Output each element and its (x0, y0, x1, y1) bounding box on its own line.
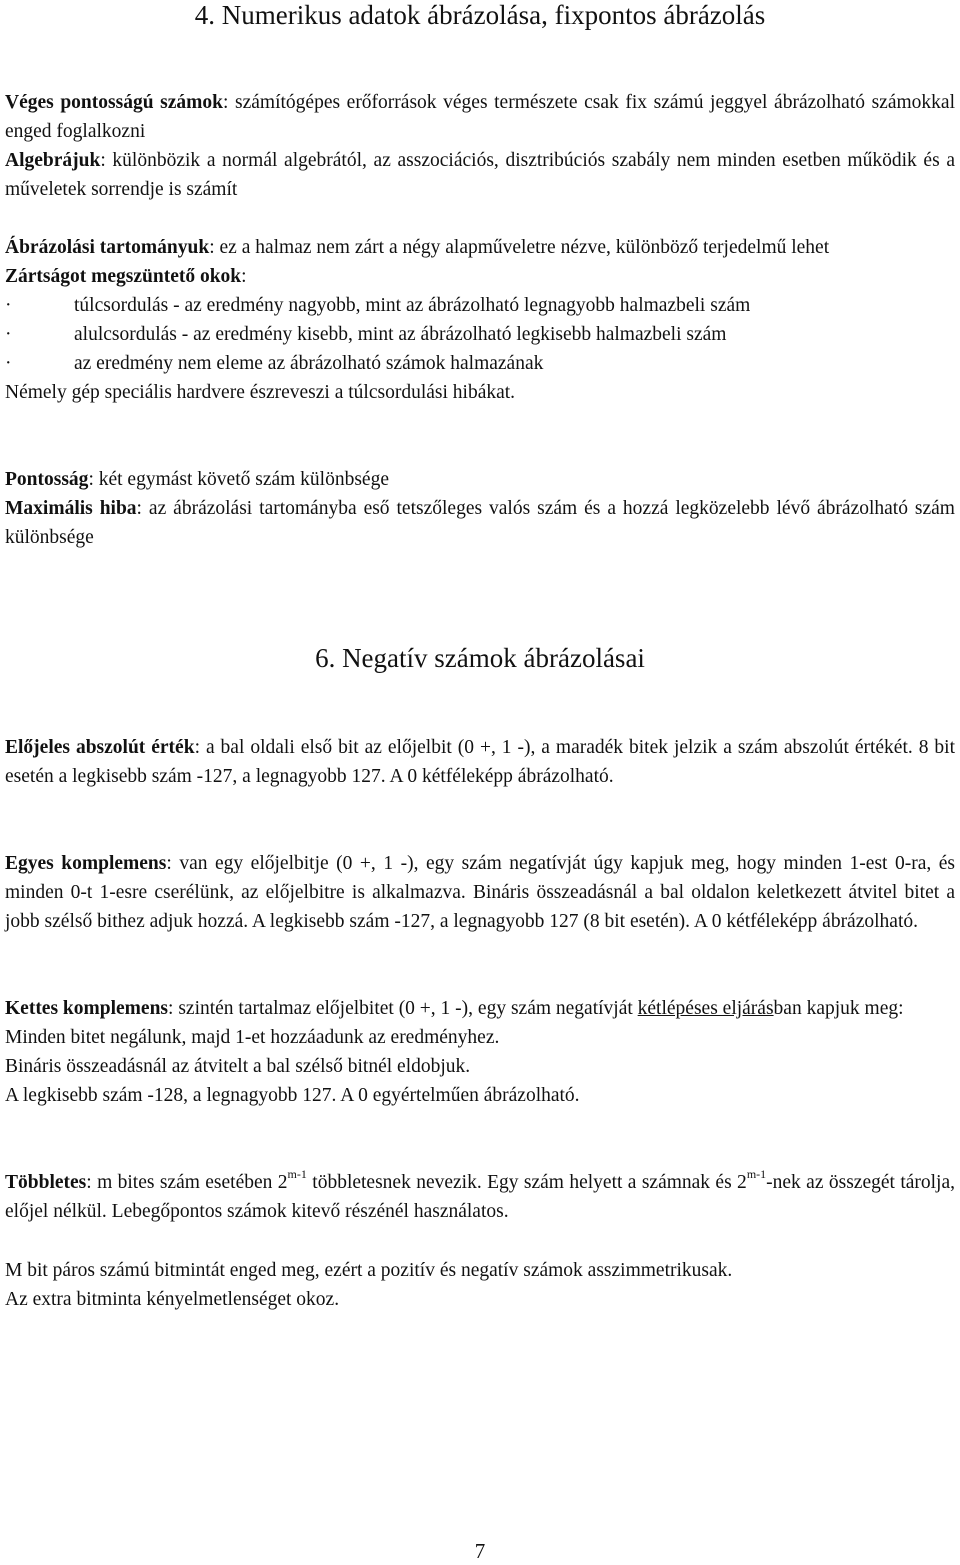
precision-paragraph (5, 465, 955, 494)
term-kettes: Kettes komplemens (5, 998, 169, 1019)
section-6-title: 6. Negatív számok ábrázolásai (315, 643, 645, 673)
text-tobbletes-b: többletesnek nevezik. Egy szám helyett a számnak és 2 (306, 1172, 747, 1193)
page-number: 7 (474, 1539, 486, 1563)
term-elojeles: Előjeles abszolút érték (5, 737, 195, 758)
sign-magnitude-block (5, 733, 955, 791)
twos-complement-block (5, 994, 955, 1110)
term-maxhiba: Maximális hiba (5, 498, 137, 519)
twos-line-3: A legkisebb szám -128, a legnagyobb 127. A 0 egyértelműen ábrázolható. (5, 1085, 580, 1106)
excess-paragraph (5, 1168, 955, 1226)
superscript-m-1: m-1 (746, 1166, 767, 1181)
finite-precision-block (5, 88, 955, 204)
max-error-paragraph (5, 494, 955, 552)
text-abrazolasi: : ez a halmaz nem zárt a négy alapműveletre nézve, különböző terjedelmű lehet (209, 237, 830, 258)
term-pontossag: Pontosság (5, 469, 89, 490)
closure-colon: : (241, 266, 247, 287)
hardware-note: Némely gép speciális hardvere észreveszi a túlcsordulási hibákat. (5, 382, 516, 403)
twos-line-1: Minden bitet negálunk, majd 1-et hozzáadunk az eredményhez. (5, 1027, 500, 1048)
text-pontossag: : két egymást követő szám különbsége (88, 469, 389, 490)
list-item (5, 291, 955, 320)
list-item (5, 349, 955, 378)
term-zartsag: Zártságot megszüntető okok (5, 266, 242, 287)
bullet-dot: · (5, 353, 12, 374)
bullet-overflow: túlcsordulás - az eredmény nagyobb, mint az ábrázolható legnagyobb halmazbeli szám (74, 295, 751, 316)
term-abrazolasi: Ábrázolási tartományuk (5, 237, 210, 258)
twos-complement-paragraph (5, 994, 955, 1023)
range-block (5, 233, 955, 407)
sign-magnitude-paragraph (5, 733, 955, 791)
text-tobbletes-c: -nek az összegét tárolja, előjel nélkül. Lebegőpontos számok kitevő részénél használatos. (5, 1172, 956, 1222)
text-maxhiba: : az ábrázolási tartományba eső tetszőleges valós szám és a hozzá legközelebb lévő ábrázolható szám különbsége (5, 498, 955, 548)
closure-heading (5, 262, 955, 291)
finite-precision-paragraph (5, 88, 955, 146)
ones-complement-block (5, 849, 955, 936)
range-paragraph (5, 233, 955, 262)
underlined-two-step: kétlépéses eljárás (637, 998, 774, 1019)
text-tobbletes-a: : m bites szám esetében 2 (86, 1172, 288, 1193)
asymmetry-block (5, 1256, 955, 1314)
text-elojeles: : a bal oldali első bit az előjelbit (0 +, 1 -), a maradék bitek jelzik a szám abszolút értékét. 8 bit esetén a legkisebb szám -127, a legnagyobb 127. A 0 kétféleképp ábrázolható. (5, 737, 955, 787)
twos-line-2: Bináris összeadásnál az átvitelt a bal szélső bitnél eldobjuk. (5, 1056, 471, 1077)
algebra-paragraph (5, 146, 955, 204)
text-veges: : számítógépes erőforrások véges természete csak fix számú jeggyel ábrázolható számokkal enged foglalkozni (5, 92, 955, 142)
list-item (5, 320, 955, 349)
text-egyes: : van egy előjelbitje (0 +, 1 -), egy szám negatívját úgy kapjuk meg, hogy minden 1-est 0-ra, és minden 0-t 1-esre cserélünk, az előjelbitre is alkalmazva. Bináris összeadásnál a bal oldalon keletkezett átvitel bitet a jobb szélső bithez adjuk hozzá. A legkisebb szám -127, a legnagyobb 127 (8 bit esetén). A 0 kétféleképp ábrázolható. (5, 853, 956, 932)
asymmetry-line-1: M bit páros számú bitmintát enged meg, ezért a pozitív és negatív számok asszimmetrikusak. (5, 1260, 733, 1281)
bullet-underflow: alulcsordulás - az eredmény kisebb, mint az ábrázolható legkisebb halmazbeli szám (74, 324, 727, 345)
ones-complement-paragraph (5, 849, 955, 936)
term-algebra: Algebrájuk (5, 150, 101, 171)
bullet-not-element: az eredmény nem eleme az ábrázolható számok halmazának (74, 353, 544, 374)
text-kettes-a: : szintén tartalmaz előjelbitet (0 +, 1 -), egy szám negatívját (168, 998, 638, 1019)
section-4-title: 4. Numerikus adatok ábrázolása, fixpontos ábrázolás (194, 0, 766, 30)
bullet-dot: · (5, 295, 12, 316)
term-tobbletes: Többletes (5, 1172, 87, 1193)
superscript-m-1: m-1 (287, 1166, 307, 1181)
excess-block (5, 1168, 955, 1226)
text-algebra: : különbözik a normál algebrától, az asszociációs, disztribúciós szabály nem minden esetben működik és a műveletek sorrendje is számít (5, 150, 955, 200)
term-egyes: Egyes komplemens (5, 853, 167, 874)
text-kettes-b: ban kapjuk meg: (773, 998, 904, 1019)
asymmetry-line-2: Az extra bitminta kényelmetlenséget okoz. (5, 1289, 340, 1310)
term-veges: Véges pontosságú számok (5, 92, 223, 113)
bullet-dot: · (5, 324, 12, 345)
precision-block (5, 465, 955, 552)
